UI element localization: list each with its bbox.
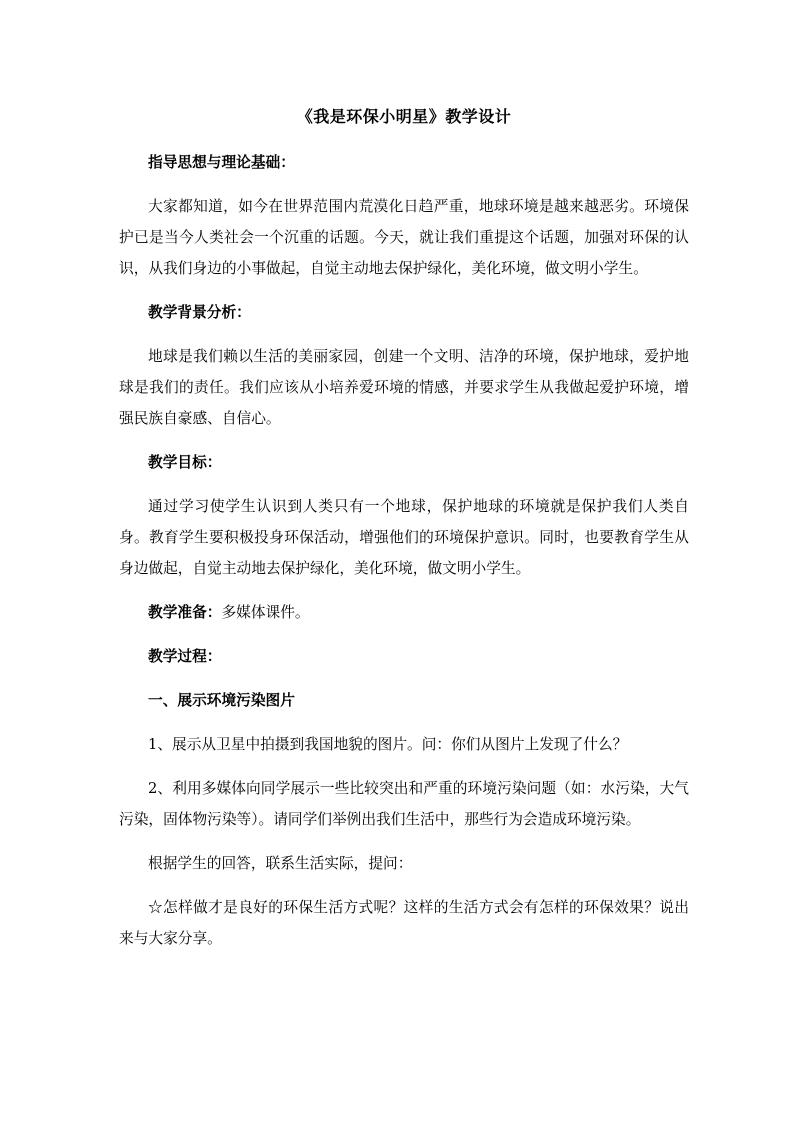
subheading-show-pollution-images: 一、展示环境污染图片 [148, 692, 295, 709]
document-body [119, 103, 689, 967]
paragraph-star-question: ☆怎样做才是良好的环保生活方式呢？这样的生活方式会有怎样的环保效果？说出来与大家分享。 [119, 899, 689, 947]
section-heading-objectives: 教学目标： [148, 454, 222, 471]
paragraph-student-answers: 根据学生的回答，联系生活实际，提问： [148, 855, 413, 872]
section-heading-guiding-thought: 指导思想与理论基础： [148, 154, 295, 171]
page-title: 《我是环保小明星》教学设计 [296, 107, 512, 126]
section-heading-process: 教学过程： [148, 648, 222, 665]
paragraph-step-1: 1、展示从卫星中拍摄到我国地貌的图片。问：你们从图片上发现了什么？ [148, 736, 628, 753]
paragraph-step-2: 2、利用多媒体向同学展示一些比较突出和严重的环境污染问题（如：水污染，大气污染，固体物污染等）。请同学们举例出我们生活中，那些行为会造成环境污染。 [119, 780, 689, 828]
section-heading-background: 教学背景分析： [148, 304, 251, 321]
preparation-text: 多媒体课件。 [221, 604, 310, 621]
paragraph-guiding-thought: 大家都知道，如今在世界范围内荒漠化日趋严重，地球环境是越来越恶劣。环境保护已是当今人类社会一个沉重的话题。今天，就让我们重提这个话题，加强对环保的认识，从我们身边的小事做起，自觉主动地去保护绿化，美化环境，做文明小学生。 [119, 198, 689, 277]
preparation-line [119, 597, 689, 628]
preparation-label: 教学准备： [148, 604, 222, 621]
paragraph-objectives: 通过学习使学生认识到人类只有一个地球，保护地球的环境就是保护我们人类自身。教育学生要积极投身环保活动，增强他们的环境保护意识。同时，也要教育学生从身边做起，自觉主动地去保护绿化，美化环境，做文明小学生。 [119, 498, 689, 577]
paragraph-background: 地球是我们赖以生活的美丽家园，创建一个文明、洁净的环境，保护地球，爱护地球是我们的责任。我们应该从小培养爱环境的情感，并要求学生从我做起爱护环境，增强民族自豪感、自信心。 [119, 348, 689, 427]
